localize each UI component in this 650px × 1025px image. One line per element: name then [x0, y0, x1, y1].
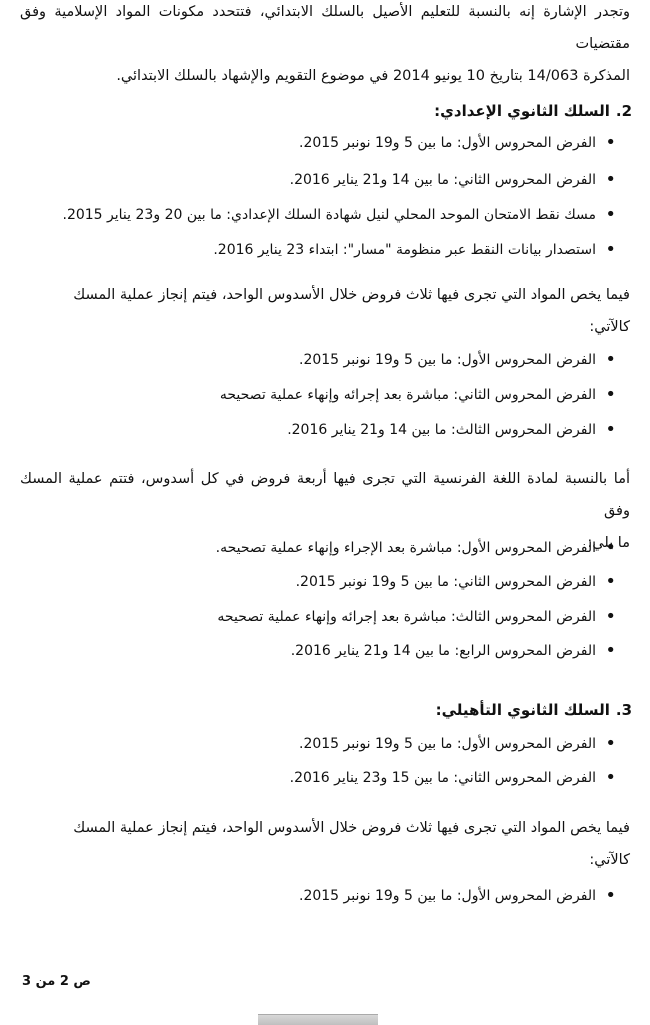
list-item: • الفرض المحروس الثاني: ما بين 15 و23 يناير 2016. [290, 768, 618, 788]
list-item: • الفرض المحروس الرابع: ما بين 14 و21 يناير 2016. [291, 641, 618, 661]
list-item: • الفرض المحروس الأول: ما بين 5 و19 نونبر 2015. [299, 133, 618, 153]
paragraph-line-1: فيما يخص المواد التي تجرى فيها ثلاث فروض خلال الأسدوس الواحد، فيتم إنجاز عملية المسك [73, 287, 630, 303]
paragraph-line-1: أما بالنسبة لمادة اللغة الفرنسية التي تجرى فيها أربعة فروض في كل أسدوس، فتتم عملية المسك وفق [20, 471, 630, 519]
list-item: • الفرض المحروس الأول: مباشرة بعد الإجراء وإنهاء عملية تصحيحه. [216, 538, 618, 558]
section-2-three-tests-paragraph [20, 279, 630, 343]
intro-line-1: وتجدر الإشارة إنه بالنسبة للتعليم الأصيل بالسلك الابتدائي، فتتحدد مكونات المواد الإسلامية وفق مقتضيات [20, 4, 630, 52]
list-item: • الفرض المحروس الثاني: مباشرة بعد إجرائه وإنهاء عملية تصحيحه [220, 385, 618, 405]
paragraph-line-2: كالآتي: [589, 319, 630, 335]
section-3-heading [32, 697, 632, 723]
list-item: • الفرض المحروس الثالث: ما بين 14 و21 يناير 2016. [287, 420, 618, 440]
section-2-number: 2. [615, 102, 632, 120]
list-item: • الفرض المحروس الثاني: ما بين 14 و21 يناير 2016. [290, 170, 618, 190]
list-item: • الفرض المحروس الأول: ما بين 5 و19 نونبر 2015. [299, 886, 618, 906]
list-item: • الفرض المحروس الأول: ما بين 5 و19 نونبر 2015. [299, 734, 618, 754]
list-item: • استصدار بيانات النقط عبر منظومة "مسار": ابتداء 23 يناير 2016. [213, 240, 618, 260]
section-3-number: 3. [615, 701, 632, 719]
paragraph-line-2: ما يلي: [587, 535, 630, 551]
paragraph-line-1: فيما يخص المواد التي تجرى فيها ثلاث فروض خلال الأسدوس الواحد، فيتم إنجاز عملية المسك [73, 820, 630, 836]
section-3-three-tests-paragraph [20, 812, 630, 876]
list-item: • الفرض المحروس الثالث: مباشرة بعد إجرائه وإنهاء عملية تصحيحه [217, 607, 618, 627]
paragraph-line-2: كالآتي: [589, 852, 630, 868]
page-number: ص 2 من 3 [22, 974, 91, 989]
intro-paragraph [20, 0, 630, 92]
intro-line-2: المذكرة 14/063 بتاريخ 10 يونيو 2014 في موضوع التقويم والإشهاد بالسلك الابتدائي. [116, 68, 630, 84]
section-2-heading [32, 98, 632, 124]
list-item: • الفرض المحروس الثاني: ما بين 5 و19 نونبر 2015. [296, 572, 618, 592]
section-3-title: السلك الثانوي التأهيلي: [435, 701, 610, 719]
bottom-stamp-strip [258, 1014, 378, 1025]
list-item: • الفرض المحروس الأول: ما بين 5 و19 نونبر 2015. [299, 350, 618, 370]
section-2-title: السلك الثانوي الإعدادي: [434, 102, 610, 120]
list-item: • مسك نقط الامتحان الموحد المحلي لنيل شهادة السلك الإعدادي: ما بين 20 و23 يناير 2015. [63, 205, 619, 225]
